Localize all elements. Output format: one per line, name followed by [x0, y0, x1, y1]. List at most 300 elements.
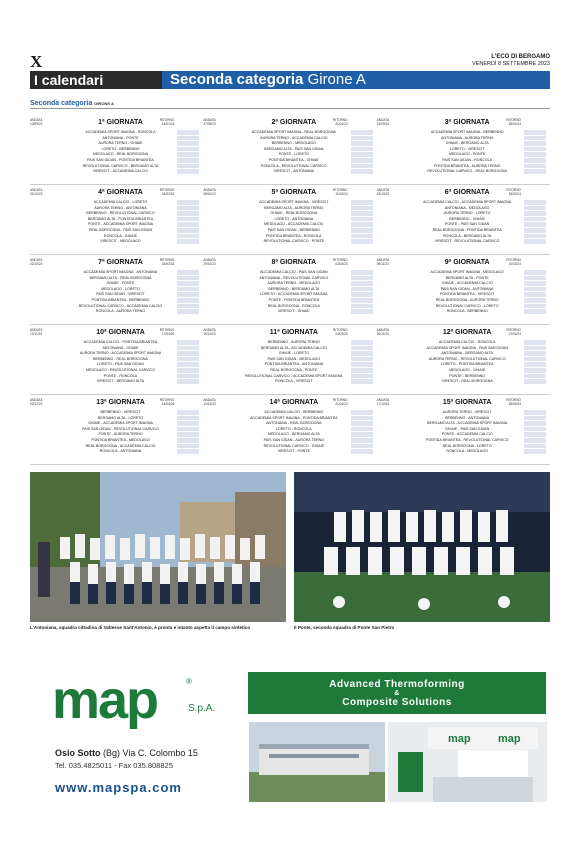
round-block	[377, 185, 550, 254]
round-block	[377, 325, 550, 394]
match-item: REVOLUTIONAL CARVICO - GHIAIE	[263, 443, 324, 448]
match-item: REVOLUTIONAL CARVICO - PONTE	[263, 239, 325, 244]
score-box	[351, 379, 373, 384]
match-item: BERGAMO ALTA - AURORA TERNO	[264, 205, 324, 210]
match-item: ANTONIANA - PONTE	[102, 135, 139, 140]
round-title: 1ª GIORNATA	[98, 119, 143, 126]
match-list	[236, 200, 351, 245]
score-box	[177, 416, 199, 421]
score-box	[177, 421, 199, 426]
score-box	[524, 368, 546, 373]
match-item: ACCADEMIA CALCIO - LORETO	[93, 200, 148, 204]
score-box	[524, 444, 546, 449]
round-title: 3ª GIORNATA	[444, 119, 490, 126]
score-box	[177, 304, 199, 309]
score-box	[177, 346, 199, 351]
score-box	[351, 292, 373, 297]
score-box	[177, 287, 199, 292]
match-item: REAL BORGOGNA - PONTE	[270, 367, 318, 372]
round-block	[377, 255, 550, 324]
match-item: PONTIDA BRIANTEA - VIRESCIT	[439, 292, 495, 297]
match-item: VIRESCIT - ACCADEMIA CALCIO	[92, 169, 149, 174]
score-box	[351, 351, 373, 356]
match-item: GHIAIE - ACCADEMIA SPORT IMAGNA	[88, 421, 153, 426]
match-item: PONTE - PONTIDA BRIANTEA	[268, 297, 319, 302]
match-item: RONCOLA - GHIAIE	[104, 233, 137, 238]
ritorno-date: RITORNO 28/04/24	[506, 398, 521, 406]
match-item: BERBENNO - AURORA TERNO	[267, 340, 320, 344]
match-item: REVOLUTIONAL CARVICO - BERGAMO ALTA	[82, 163, 159, 168]
score-box	[351, 136, 373, 141]
match-item: PONTIDA BRIANTEA - GHIAIE	[268, 157, 319, 162]
ad-url[interactable]: www.mapspa.com	[55, 780, 182, 795]
score-box	[524, 217, 546, 222]
match-item: LORETO - BERBENNO	[101, 146, 140, 151]
score-box	[177, 292, 199, 297]
match-item: ACCADEMIA SPORT IMAGNA - RONCOLA	[85, 130, 156, 134]
round-title: 7ª GIORNATA	[98, 259, 143, 266]
match-item: BERBENNO - BERGAMO ALTA	[268, 286, 320, 291]
match-list	[410, 340, 525, 385]
round-title: 8ª GIORNATA	[271, 259, 317, 266]
match-item: BERGAMO ALTA - PAIS SAN GIDAN	[264, 146, 324, 151]
score-box	[351, 309, 373, 314]
match-item: ACCADEMIA CALCIO - PAIS SAN GIDAN	[260, 270, 328, 274]
score-box	[524, 222, 546, 227]
score-box	[524, 239, 546, 244]
score-box	[524, 379, 546, 384]
match-item: BERGAMO ALTA - ACCADEMIA SPORT IMAGNA	[427, 421, 508, 426]
andata-date: ANDATA 03/12/23	[30, 398, 43, 406]
issue-date: VENERDÌ 8 SETTEMBRE 2023	[472, 61, 550, 67]
match-item: LORETO - PAIS SAN GIDAN	[97, 362, 144, 367]
round-title: 10ª GIORNATA	[96, 329, 145, 336]
match-item: LORETO - PONTIDA BRIANTEA	[440, 362, 494, 367]
score-box	[177, 357, 199, 362]
andata-date: ANDATA 10/09/23	[30, 118, 43, 126]
match-item: VIRESCIT - PONTE	[277, 449, 310, 454]
score-boxes	[524, 270, 546, 315]
score-boxes	[524, 340, 546, 385]
score-box	[524, 206, 546, 211]
score-box	[524, 304, 546, 309]
score-boxes	[177, 130, 199, 175]
score-box	[524, 346, 546, 351]
match-item: PONTE - LORETO	[278, 152, 309, 157]
score-box	[524, 449, 546, 454]
score-boxes	[524, 130, 546, 175]
score-boxes	[524, 410, 546, 455]
score-box	[351, 362, 373, 367]
match-item: VIRESCIT - GHIAIE	[277, 309, 310, 314]
score-box	[351, 158, 373, 163]
score-boxes	[351, 340, 373, 385]
advertisement	[30, 665, 550, 810]
match-list	[236, 410, 351, 455]
score-box	[177, 379, 199, 384]
andata-date: ANDATA 12/11/23	[30, 328, 43, 336]
match-item: VIRESCIT - BERGAMO ALTA	[96, 379, 145, 384]
match-item: VIRESCIT - REVOLUTIONAL CARVICO	[434, 239, 500, 244]
match-item: ACCADEMIA SPORT IMAGNA - BERBENNO	[430, 130, 504, 134]
tagline-line2: Composite Solutions	[342, 697, 452, 708]
match-item: GHIAIE - PONTE	[106, 281, 135, 286]
match-item: AURORA TERNO - ANTONIANA	[94, 205, 147, 210]
svg-text:map: map	[498, 733, 521, 745]
match-item: GHIAIE - LORETO	[278, 351, 309, 356]
score-box	[351, 206, 373, 211]
round-block	[203, 395, 376, 464]
match-item: ACCADEMIA CALCIO - RONCOLA	[438, 340, 496, 344]
score-box	[351, 346, 373, 351]
score-box	[177, 410, 199, 415]
match-list	[236, 340, 351, 385]
match-item: LORETO - VIRESCIT	[449, 146, 485, 151]
ritorno-date: RITORNO 21/01/24	[333, 118, 348, 126]
score-box	[177, 234, 199, 239]
round-title: 4ª GIORNATA	[98, 189, 143, 196]
match-item: RONCOLA - MEDOLAGO	[446, 449, 488, 454]
score-box	[177, 444, 199, 449]
round-title: 12ª GIORNATA	[442, 329, 492, 336]
match-item: VIRESCIT - ANTONIANA	[273, 169, 315, 174]
andata-date: ANDATA 19/11/23	[203, 328, 216, 336]
score-box	[351, 141, 373, 146]
divider	[30, 108, 550, 109]
score-box	[177, 351, 199, 356]
section-banner	[30, 71, 550, 89]
round-title: 5ª GIORNATA	[271, 189, 317, 196]
score-box	[177, 158, 199, 163]
score-box	[177, 340, 199, 345]
match-item: ACCADEMIA CALCIO - PONTIDA BRIANTEA	[83, 340, 158, 344]
ritorno-date: RITORNO 07/04/24	[506, 328, 521, 336]
round-block	[203, 255, 376, 324]
match-list	[63, 200, 178, 245]
score-box	[351, 298, 373, 303]
score-box	[524, 416, 546, 421]
score-box	[351, 374, 373, 379]
score-box	[177, 239, 199, 244]
match-item: ANTONIANA - REAL BORGOGNA	[266, 421, 322, 426]
tagline-line1: Advanced Thermoforming	[329, 679, 465, 690]
match-item: GHIAIE - ACCADEMIA CALCIO	[441, 281, 493, 286]
match-item: MEDOLAGO - LORETO	[101, 286, 140, 291]
round-title: 9ª GIORNATA	[444, 259, 490, 266]
round-block	[203, 325, 376, 394]
round-title: 11ª GIORNATA	[269, 329, 318, 336]
match-item: PONTE - PAIS SAN GIDAN	[445, 222, 490, 227]
match-item: BERGAMO ALTA - LORETO	[97, 415, 144, 420]
match-item: AURORA TERNO - MEDOLAGO	[267, 281, 321, 286]
score-box	[351, 217, 373, 222]
score-box	[351, 270, 373, 275]
match-list	[410, 410, 525, 455]
score-box	[177, 169, 199, 174]
score-box	[524, 374, 546, 379]
match-item: BERBENNO - REVOLUTIONAL CARVICO	[86, 211, 155, 216]
andata-date: ANDATA 29/10/23	[203, 258, 216, 266]
score-box	[524, 362, 546, 367]
match-item: RONCOLA - REVOLUTIONAL CARVICO	[260, 163, 327, 168]
score-box	[524, 130, 546, 135]
ad-address	[55, 748, 198, 758]
match-item: LORETO - ANTONIANA	[274, 216, 314, 221]
andata-date: ANDATA 01/10/23	[30, 188, 43, 196]
match-item: ACCADEMIA SPORT IMAGNA - REAL BORGOGNA	[251, 130, 336, 134]
match-item: MEDOLAGO - GHIAIE	[449, 367, 486, 372]
match-item: PONTE - ACCADEMIA SPORT IMAGNA	[88, 222, 153, 227]
andata-date: ANDATA 15/10/23	[376, 188, 390, 196]
score-box	[524, 432, 546, 437]
match-item: REAL BORGOGNA - ACCADEMIA CALCIO	[85, 443, 156, 448]
match-item: ACCADEMIA SPORT IMAGNA - ANTONIANA	[83, 270, 158, 274]
score-box	[351, 130, 373, 135]
ritorno-date: RITORNO 14/04/24	[159, 398, 175, 406]
match-item: AURORA TERNO - ACCADEMIA CALCIO	[260, 135, 328, 140]
score-box	[351, 234, 373, 239]
match-list	[410, 130, 525, 175]
score-box	[351, 147, 373, 152]
ritorno-date: RITORNO 28/01/24	[506, 118, 521, 126]
match-item: PAIS SAN GIDAN - ANTONIANA	[440, 286, 494, 291]
score-box	[524, 169, 546, 174]
score-boxes	[177, 200, 199, 245]
score-box	[177, 211, 199, 216]
match-item: REAL BORGOGNA - AURORA TERNO	[435, 297, 499, 302]
match-item: RONCOLA - VIRESCIT	[275, 379, 313, 384]
andata-date: ANDATA 26/11/23	[376, 328, 390, 336]
score-box	[524, 357, 546, 362]
publication-name: L'ECO DI BERGAMO	[491, 54, 550, 60]
match-list	[236, 130, 351, 175]
score-box	[177, 136, 199, 141]
address-city: Osio Sotto	[55, 748, 101, 758]
score-box	[351, 304, 373, 309]
photo-antoniana	[30, 472, 286, 622]
score-box	[351, 432, 373, 437]
score-box	[351, 222, 373, 227]
match-item: AURORA TERNO - GHIAIE	[98, 141, 143, 146]
score-box	[177, 427, 199, 432]
match-item: PONTIDA BRIANTEA - REVOLUTIONAL CARVICO	[425, 437, 509, 442]
ad-phone: Tel. 035.4825011 - Fax 035.808825	[55, 761, 173, 770]
round-block	[203, 185, 376, 254]
score-boxes	[351, 270, 373, 315]
andata-date: ANDATA 17/09/23	[203, 118, 216, 126]
score-box	[524, 340, 546, 345]
ritorno-date: RITORNO 18/02/24	[506, 188, 521, 196]
match-item: RONCOLA - AURORA TERNO	[95, 309, 146, 314]
ad-tagline	[248, 672, 546, 714]
match-item: MEDOLAGO - REAL BORGOGNA	[92, 152, 149, 157]
company-type: S.p.A.	[188, 703, 216, 714]
match-item: BERGAMO ALTA - REAL BORGOGNA	[89, 275, 152, 280]
score-boxes	[177, 270, 199, 315]
score-box	[177, 298, 199, 303]
andata-date: ANDATA 22/10/23	[30, 258, 43, 266]
andata-date: ANDATA 08/10/23	[203, 188, 216, 196]
score-box	[524, 141, 546, 146]
score-box	[524, 421, 546, 426]
score-box	[351, 444, 373, 449]
match-item: ACCADEMIA SPORT IMAGNA - MEDOLAGO	[430, 270, 504, 274]
match-item: VIRESCIT - MEDOLAGO	[100, 239, 141, 244]
score-box	[351, 239, 373, 244]
score-box	[524, 200, 546, 205]
match-item: PAIS SAN GIDAN - BERBENNO	[267, 227, 320, 232]
match-item: PONTIDA BRIANTEA - ANTONIANA	[264, 362, 324, 367]
round-title: 6ª GIORNATA	[444, 189, 490, 196]
score-box	[351, 228, 373, 233]
round-title: 14ª GIORNATA	[269, 399, 319, 406]
andata-date: ANDATA 24/09/23	[376, 118, 390, 126]
page-number: X	[30, 52, 43, 71]
score-box	[351, 427, 373, 432]
section-label: I calendari	[30, 71, 162, 89]
match-item: LORETO - RONCOLA	[275, 426, 312, 431]
score-box	[351, 200, 373, 205]
booth-photo	[388, 722, 547, 802]
match-item: AURORA TERNO - VIRESCIT	[442, 410, 492, 414]
score-box	[524, 164, 546, 169]
match-item: PAIS SAN GIDAN - AURORA TERNO	[263, 437, 325, 442]
caption-left: L'Antoniana, squadra cittadina di Valtesse Sant'Antonio, è pronta e intanto aspetta il campo sintetico	[30, 625, 251, 630]
match-item: REVOLUTIONAL CARVICO - ACCADEMIA SPORT IMAGNA	[245, 373, 343, 378]
score-box	[524, 228, 546, 233]
round-block	[30, 115, 203, 184]
score-box	[524, 276, 546, 281]
match-item: ACCADEMIA SPORT IMAGNA - PONTIDA BRIANTEA	[250, 415, 338, 420]
subhead	[30, 100, 114, 107]
score-box	[524, 309, 546, 314]
match-list	[410, 270, 525, 315]
match-list	[236, 270, 351, 315]
match-item: PONTE - ACCADEMIA CALCIO	[441, 432, 493, 437]
match-item: PONTIDA BRIANTEA - MEDOLAGO	[91, 437, 150, 442]
match-item: GHIAIE - REAL BORGOGNA	[270, 211, 318, 216]
andata-date: ANDATA 10/12/23	[203, 398, 216, 406]
match-item: REAL BORGOGNA - LORETO	[442, 443, 492, 448]
svg-text:map: map	[448, 733, 471, 745]
match-item: PAIS SAN GIDAN - REVOLUTIONAL CARVICO	[82, 426, 159, 431]
match-item: MEDOLAGO - REVOLUTIONAL CARVICO	[86, 367, 155, 372]
score-box	[351, 169, 373, 174]
match-item: PONTIDA BRIANTEA - AURORA TERNO	[434, 163, 501, 168]
round-block	[30, 395, 203, 464]
score-box	[177, 206, 199, 211]
score-box	[524, 158, 546, 163]
match-item: ANTONIANA - GHIAIE	[102, 345, 139, 350]
ritorno-date: RITORNO 14/01/24	[159, 118, 175, 126]
match-item: ACCADEMIA SPORT IMAGNA - VIRESCIT	[259, 200, 329, 204]
score-box	[177, 362, 199, 367]
match-item: GHIAIE - PAIS SAN GIDAN	[445, 426, 490, 431]
score-box	[351, 438, 373, 443]
match-item: PONTE - AURORA TERNO	[98, 432, 143, 437]
ritorno-date: RITORNO 17/03/24	[159, 328, 175, 336]
score-box	[177, 374, 199, 379]
score-box	[177, 152, 199, 157]
fixtures-grid	[30, 115, 550, 465]
andata-date: ANDATA 17/12/23	[376, 398, 390, 406]
score-box	[524, 287, 546, 292]
match-item: BERGAMO ALTA - PONTIDA BRIANTEA	[87, 216, 154, 221]
score-box	[524, 410, 546, 415]
ritorno-date: RITORNO 11/02/24	[333, 188, 348, 196]
match-list	[63, 130, 178, 175]
score-box	[351, 287, 373, 292]
ritorno-date: RITORNO 21/04/24	[333, 398, 348, 406]
match-item: LORETO - ACCADEMIA SPORT IMAGNA	[260, 292, 328, 297]
match-item: PONTE - BERBENNO	[449, 373, 486, 378]
score-boxes	[351, 130, 373, 175]
match-item: RONCOLA - ANTONIANA	[99, 449, 142, 454]
match-item: PONTIDA BRIANTEA - BERBENNO	[91, 297, 150, 302]
match-item: RONCOLA - BERGAMO ALTA	[442, 233, 492, 238]
round-block	[377, 115, 550, 184]
score-box	[524, 147, 546, 152]
score-box	[524, 270, 546, 275]
masthead	[472, 54, 550, 68]
subhead-label: Seconda categoria	[30, 100, 93, 107]
score-box	[351, 152, 373, 157]
andata-date: ANDATA 05/11/23	[376, 258, 390, 266]
registered-mark: ®	[186, 677, 192, 686]
score-boxes	[177, 410, 199, 455]
ritorno-date: RITORNO 25/02/24	[159, 258, 175, 266]
match-item: AURORA TERNO - REVOLUTIONAL CARVICO	[428, 356, 506, 361]
round-block	[30, 255, 203, 324]
match-item: AURORA TERNO - LORETO	[443, 211, 491, 216]
match-item: PAIS SAN GIDAN - PONTIDA BRIANTEA	[87, 157, 154, 162]
score-box	[351, 281, 373, 286]
match-item: REVOLUTIONAL CARVICO - ACCADEMIA CALCIO	[78, 303, 163, 308]
address-street: (Bg) Via C. Colombo 15	[100, 748, 198, 758]
match-item: ACCADEMIA CALCIO - BERBENNO	[264, 410, 324, 414]
score-box	[524, 281, 546, 286]
match-item: BERBENNO - MEDOLAGO	[271, 141, 316, 146]
score-box	[351, 421, 373, 426]
fixtures-row	[30, 395, 550, 465]
ritorno-date: RITORNO 03/03/24	[333, 258, 348, 266]
match-list	[63, 340, 178, 385]
score-boxes	[351, 410, 373, 455]
match-item: PAIS SAN GIDAN - VIRESCIT	[96, 292, 145, 297]
tagline-amp: &	[394, 690, 400, 697]
fixtures-row	[30, 255, 550, 325]
match-item: ANTONIANA - MEDOLAGO	[444, 205, 490, 210]
match-item: BERGAMO ALTA - ACCADEMIA CALCIO	[260, 345, 327, 350]
match-item: MEDOLAGO - PONTE	[448, 152, 486, 157]
score-box	[351, 368, 373, 373]
match-item: REAL BORGOGNA - PAIS SAN GIDAN	[88, 227, 153, 232]
photo-strip	[30, 472, 550, 630]
match-item: ACCADEMIA SPORT IMAGNA - PAIS SAN GIDAN	[426, 345, 508, 350]
score-box	[524, 152, 546, 157]
score-box	[351, 410, 373, 415]
subhead-sub: GIRONE A	[94, 101, 114, 106]
ritorno-date: RITORNO 04/02/24	[159, 188, 175, 196]
match-item: BERBENNO - GHIAIE	[449, 216, 485, 221]
score-box	[177, 200, 199, 205]
photo-ponte	[294, 472, 550, 622]
score-box	[177, 276, 199, 281]
score-boxes	[351, 200, 373, 245]
score-box	[177, 217, 199, 222]
round-block	[203, 115, 376, 184]
match-item: BERBENNO - REAL BORGOGNA	[93, 356, 148, 361]
